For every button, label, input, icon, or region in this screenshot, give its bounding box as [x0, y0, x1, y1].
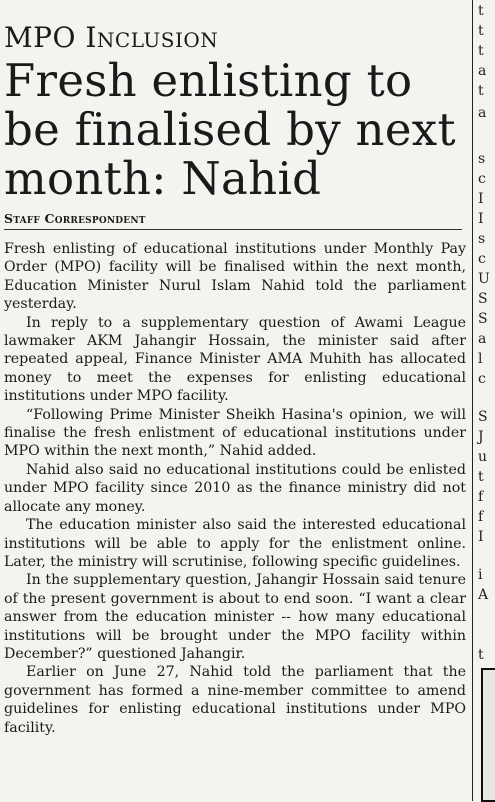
column-divider: [472, 0, 473, 801]
adjacent-fragment: a: [478, 105, 487, 121]
adjacent-fragment: a: [478, 63, 487, 79]
adjacent-fragment: J: [478, 429, 484, 445]
adjacent-fragment: t: [478, 43, 484, 59]
adjacent-fragment: t: [478, 469, 484, 485]
article-body: [4, 240, 466, 737]
adjacent-fragment: s: [478, 151, 486, 167]
adjacent-fragment: f: [478, 489, 484, 505]
article-paragraph: Fresh enlisting of educational institutions under Monthly Pay Order (MPO) facility will be finalised within the next month, Education Minister Nurul Islam Nahid told the parliament yesterday.: [4, 241, 466, 313]
adjacent-fragment: i: [478, 567, 483, 583]
adjacent-fragment: t: [478, 647, 484, 663]
adjacent-fragment: l: [478, 351, 483, 367]
adjacent-fragment: u: [478, 449, 488, 465]
article-byline: Staff Correspondent: [4, 211, 146, 226]
adjacent-fragment: t: [478, 23, 484, 39]
adjacent-fragment: I: [478, 211, 484, 227]
adjacent-fragment: t: [478, 83, 484, 99]
adjacent-fragment: S: [478, 311, 488, 327]
adjacent-boxed-item: [481, 668, 495, 802]
adjacent-fragment: t: [478, 3, 484, 19]
adjacent-fragment: S: [478, 291, 488, 307]
article-paragraph: The education minister also said the interested educational institutions will be able to apply for the enlistment online. Later, the ministry will scrutinise, following specific guidelines.: [4, 517, 466, 570]
article-paragraph: “Following Prime Minister Sheikh Hasina's opinion, we will finalise the fresh enlistment of educational institutions under MPO within the next month,” Nahid added.: [4, 406, 466, 460]
article-paragraph: In the supplementary question, Jahangir Hossain said tenure of the present government is about to end soon. “I want a clear answer from the education minister -- how many educational institutions will be brought under the MPO facility within December?” questioned Jahangir.: [4, 572, 466, 662]
article-paragraph: Nahid also said no educational institutions could be enlisted under MPO facility since 2010 as the finance ministry did not allocate any money.: [4, 461, 466, 515]
article-kicker: MPO Inclusion: [4, 21, 219, 54]
byline-rule: [4, 229, 462, 230]
adjacent-column: [476, 0, 490, 801]
article-paragraph: Earlier on June 27, Nahid told the parliament that the government has formed a nine-member committee to amend guidelines for enlisting educational institutions under MPO facility.: [4, 664, 466, 736]
adjacent-fragment: S: [478, 409, 488, 425]
adjacent-fragment: I: [478, 529, 484, 545]
adjacent-fragment: c: [478, 371, 486, 387]
adjacent-fragment: I: [478, 191, 484, 207]
adjacent-fragment: c: [478, 251, 486, 267]
adjacent-fragment: c: [478, 171, 486, 187]
article-paragraph: In reply to a supplementary question of Awami League lawmaker AKM Jahangir Hossain, the minister said after repeated appeal, Finance Minister AMA Muhith has allocated money to meet the expenses for enlisting educational institutions under MPO facility.: [4, 314, 466, 405]
adjacent-fragment: A: [478, 587, 489, 603]
adjacent-fragment: U: [478, 271, 490, 287]
article-headline: Fresh enlisting to be finalised by next month: Nahid: [4, 54, 456, 205]
article: [4, 0, 466, 737]
adjacent-fragment: f: [478, 509, 484, 525]
adjacent-fragment: s: [478, 231, 486, 247]
adjacent-fragment: a: [478, 331, 487, 347]
